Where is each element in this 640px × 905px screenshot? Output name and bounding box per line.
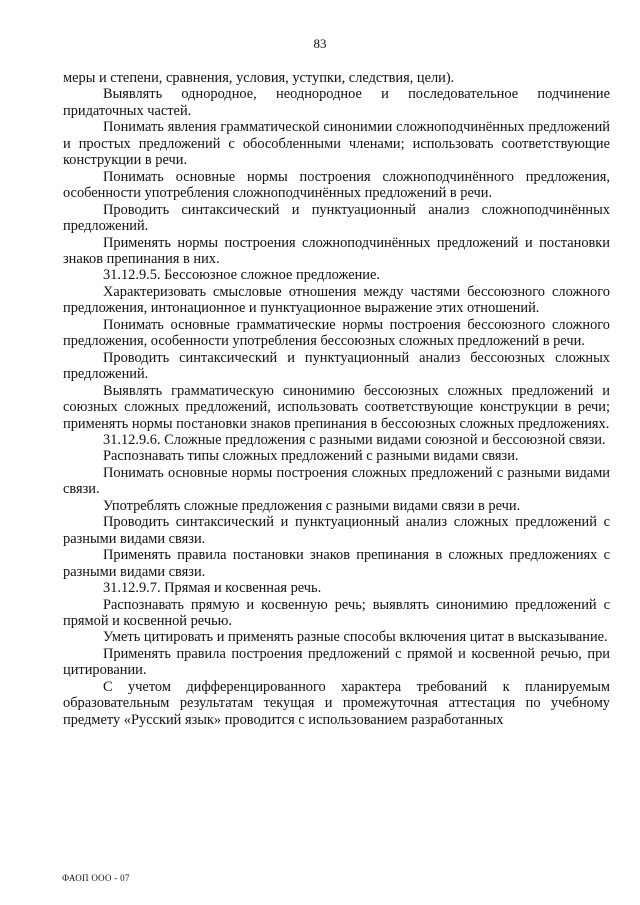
paragraph: Распознавать прямую и косвенную речь; выявлять синонимию предложений с прямой и косвенной речью. — [63, 596, 610, 629]
paragraph: Употреблять сложные предложения с разными видами связи в речи. — [103, 497, 521, 514]
paragraph: Выявлять грамматическую синонимию бессоюзных сложных предложений и союзных сложных предложений, использовать соответствующие конструкции в речи; применять нормы постановки знаков препинания в бессоюзных сложных предложениях. — [63, 382, 610, 432]
paragraph: Понимать явления грамматической синонимии сложноподчинённых предложений и простых предложений с обособленными членами; использовать соответствующие конструкции в речи. — [63, 119, 610, 169]
paragraph: Распознавать типы сложных предложений с разными видами связи. — [103, 448, 519, 465]
paragraph: Понимать основные грамматические нормы построения бессоюзного сложного предложения, особенности употребления бессоюзных сложных предложений в речи. — [63, 316, 610, 350]
paragraph: Применять нормы построения сложноподчинённых предложений и постановки знаков препинания в них. — [63, 234, 610, 267]
paragraph: Проводить синтаксический и пунктуационный анализ бессоюзных сложных предложений. — [63, 349, 610, 383]
paragraph: Выявлять однородное, неоднородное и последовательное подчинение придаточных частей. — [63, 86, 610, 119]
paragraph: Характеризовать смысловые отношения между частями бессоюзного сложного предложения, интонационное и пунктуационное выражение этих отношений. — [63, 283, 610, 317]
paragraph-continuation: меры и степени, сравнения, условия, уступки, следствия, цели). — [63, 70, 455, 86]
footer-code: ФАОП ООО - 07 — [62, 873, 130, 883]
section-heading: 31.12.9.5. Бессоюзное сложное предложение. — [103, 267, 380, 284]
page-number: 83 — [313, 36, 327, 51]
paragraph: Проводить синтаксический и пунктуационный анализ сложноподчинённых предложений. — [63, 201, 610, 235]
paragraph: Проводить синтаксический и пунктуационный анализ сложных предложений с разными видами связи. — [63, 514, 610, 547]
paragraph: Понимать основные нормы построения сложных предложений с разными видами связи. — [63, 464, 610, 498]
section-heading: 31.12.9.7. Прямая и косвенная речь. — [103, 580, 322, 597]
paragraph: С учетом дифференцированного характера требований к планируемым образовательным результатам текущая и промежуточная аттестация по учебному предмету «Русский язык» проводится с использованием разработанных — [63, 678, 610, 728]
section-heading: 31.12.9.6. Сложные предложения с разными видами союзной и бессоюзной связи. — [103, 431, 606, 448]
paragraph: Понимать основные нормы построения сложноподчинённого предложения, особенности употребления сложноподчинённых предложений в речи. — [63, 168, 610, 202]
paragraph: Уметь цитировать и применять разные способы включения цитат в высказывание. — [103, 629, 608, 646]
paragraph: Применять правила построения предложений с прямой и косвенной речью, при цитировании. — [63, 645, 610, 679]
paragraph: Применять правила постановки знаков препинания в сложных предложениях с разными видами связи. — [63, 547, 610, 580]
body-text — [63, 70, 610, 728]
